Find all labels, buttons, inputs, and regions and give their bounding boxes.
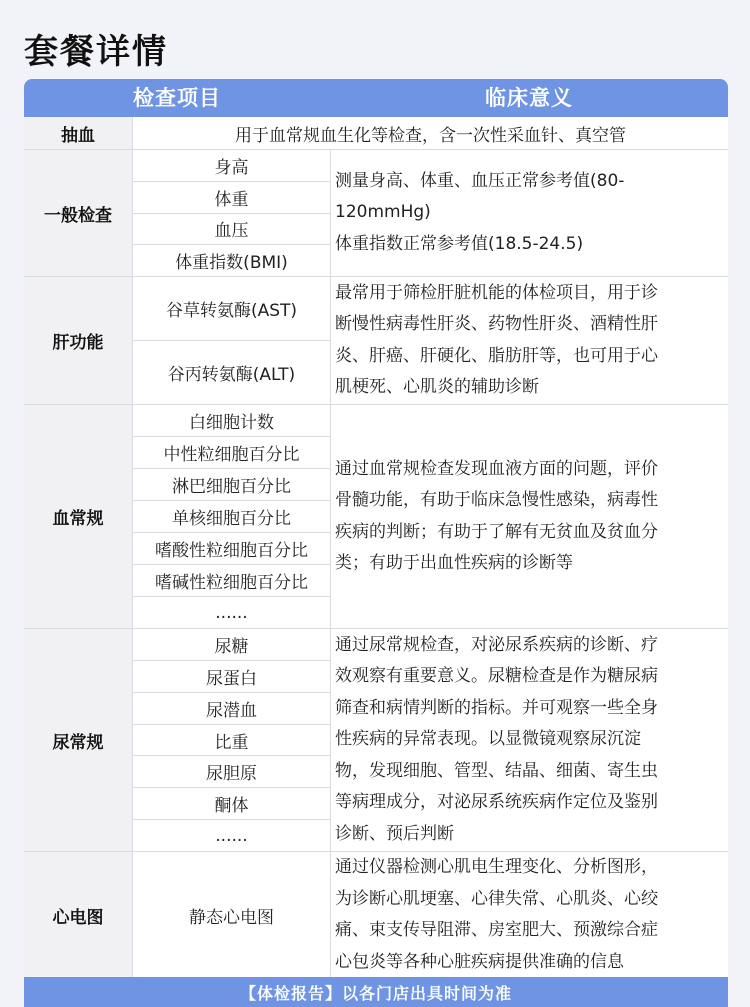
table-row-general-exam	[24, 150, 728, 277]
table-row-blood-draw	[24, 117, 728, 150]
table-row-urine-routine	[24, 629, 728, 852]
list-item: 尿胆原	[133, 756, 330, 788]
category-label: 抽血	[24, 117, 133, 149]
table-row-ecg	[24, 852, 728, 978]
description-line: 筛查和病情判断的指标。并可观察一些全身	[335, 697, 658, 718]
header-clinical-significance: 临床意义	[485, 86, 573, 110]
row-description	[331, 852, 728, 978]
list-item: 比重	[133, 725, 330, 757]
row-description	[331, 150, 728, 276]
description-line: 为诊断心肌埂塞、心律失常、心肌炎、心绞	[335, 888, 658, 909]
item-list	[133, 150, 331, 276]
table-row-liver-function	[24, 277, 728, 405]
description-line: 炎、肝癌、肝硬化、脂肪肝等，也可用于心	[335, 345, 658, 366]
description-line: 通过尿常规检查，对泌尿系疾病的诊断、疗	[335, 634, 658, 655]
list-item: 谷丙转氨酶(ALT)	[167, 365, 296, 385]
list-item: 体重	[133, 182, 330, 214]
description-line: 等病理成分，对泌尿系统疾病作定位及鉴别	[335, 792, 658, 813]
description-line: 疾病的判断；有助于了解有无贫血及贫血分	[335, 521, 658, 542]
item-list	[133, 852, 331, 978]
description-line: 性疾病的异常表现。以显微镜观察尿沉淀	[335, 729, 641, 750]
description-line: 诊断、预后判断	[335, 823, 454, 844]
category-label: 血常规	[24, 405, 133, 628]
list-item: 酮体	[133, 788, 330, 820]
header-check-items: 检查项目	[133, 86, 221, 110]
list-item: 嗜酸性粒细胞百分比	[133, 533, 330, 565]
item-list	[133, 405, 331, 628]
description-line: 120mmHg)	[335, 202, 431, 223]
list-item: 淋巴细胞百分比	[133, 469, 330, 501]
list-item: 尿糖	[133, 629, 330, 661]
list-item: 尿蛋白	[133, 661, 330, 693]
list-item: ......	[215, 825, 248, 846]
list-item: 静态心电图	[189, 907, 274, 928]
list-item: 中性粒细胞百分比	[133, 437, 330, 469]
description-line: 测量身高、体重、血压正常参考值(80-	[335, 170, 625, 191]
description-line: 效观察有重要意义。尿糖检查是作为糖尿病	[335, 666, 658, 687]
description-line: 肌梗死、心肌炎的辅助诊断	[335, 377, 539, 397]
row-description	[331, 629, 728, 851]
list-item: 单核细胞百分比	[133, 501, 330, 533]
description-line: 物，发现细胞、管型、结晶、细菌、寄生虫	[335, 760, 658, 781]
row-description	[331, 405, 728, 628]
description-line: 体重指数正常参考值(18.5-24.5)	[335, 233, 584, 254]
table-header	[24, 79, 728, 117]
description-line: 通过仪器检测心肌电生理变化、分析图形，	[335, 857, 658, 877]
list-item: 尿潜血	[133, 693, 330, 725]
category-label: 心电图	[24, 852, 133, 978]
row-description: 用于血常规血生化等检查，含一次性采血针、真空管	[235, 125, 626, 146]
description-line: 骨髓功能，有助于临床急慢性感染，病毒性	[335, 490, 658, 510]
description-line: 痛、束支传导阻滞、房室肥大、预激综合症	[335, 920, 658, 940]
table-row-blood-routine	[24, 405, 728, 629]
list-item: 嗜碱性粒细胞百分比	[133, 565, 330, 597]
description-line: 心包炎等各种心脏疾病提供准确的信息	[335, 951, 624, 972]
page-title: 套餐详情	[24, 32, 168, 72]
package-details-table	[24, 79, 728, 1007]
list-item: ......	[215, 602, 248, 623]
description-line: 断慢性病毒性肝炎、药物性肝炎、酒精性肝	[335, 314, 658, 334]
category-label: 尿常规	[24, 629, 133, 851]
description-line: 最常用于筛检肝脏机能的体检项目，用于诊	[335, 282, 658, 303]
list-item: 体重指数(BMI)	[175, 253, 288, 274]
row-description	[331, 277, 728, 404]
list-item: 白细胞计数	[133, 405, 330, 437]
item-list	[133, 277, 331, 404]
item-list	[133, 629, 331, 851]
list-item: 谷草转氨酶(AST)	[133, 277, 330, 341]
category-label: 一般检查	[24, 150, 133, 276]
list-item: 血压	[133, 214, 330, 246]
category-label: 肝功能	[24, 277, 133, 404]
description-line: 通过血常规检查发现血液方面的问题，评价	[335, 458, 658, 479]
description-line: 类；有助于出血性疾病的诊断等	[335, 553, 573, 573]
report-time-notice: 【体检报告】以各门店出具时间为准	[24, 977, 728, 1007]
list-item: 身高	[133, 150, 330, 182]
